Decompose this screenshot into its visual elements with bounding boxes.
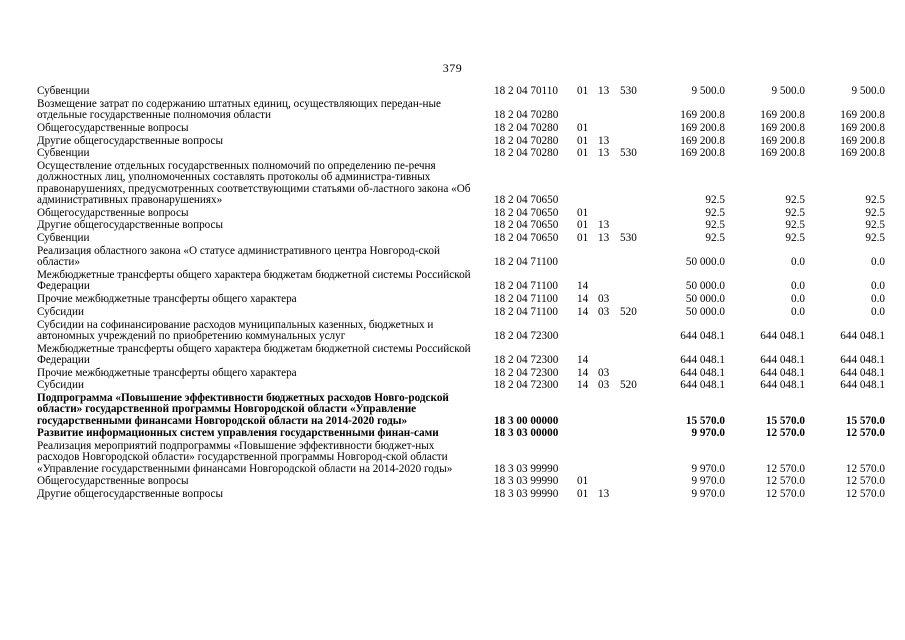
amount-year-1: 644 048.1 bbox=[680, 366, 725, 379]
expense-type-code bbox=[620, 123, 648, 136]
amount-year-3: 169 200.8 bbox=[840, 134, 885, 147]
amount-year-1: 644 048.1 bbox=[680, 353, 725, 366]
section-code: 01 bbox=[577, 206, 589, 219]
amount-year-2: 0.0 bbox=[791, 280, 805, 293]
subsection-code bbox=[598, 393, 620, 428]
amount-year-2: 12 570.0 bbox=[765, 475, 805, 488]
amount-year-2: 0.0 bbox=[791, 256, 805, 269]
subsection-code: 03 bbox=[598, 305, 610, 318]
amount-year-3: 0.0 bbox=[871, 256, 885, 269]
table-row bbox=[37, 246, 885, 270]
target-article-code: 18 2 04 71100 bbox=[494, 305, 558, 318]
amount-year-3: 9 500.0 bbox=[851, 85, 885, 97]
expense-type-code bbox=[620, 99, 648, 123]
subsection-code bbox=[598, 344, 620, 368]
amount-year-2: 12 570.0 bbox=[765, 462, 805, 475]
row-name: Прочие межбюджетные трансферты общего характера bbox=[37, 366, 297, 379]
table-row bbox=[37, 161, 885, 207]
subsection-code bbox=[598, 246, 620, 270]
row-name: Подпрограмма «Повышение эффективности бюджетных расходов Новго-родской области» государственной программы Новгородской области «Управление государственными финансами Новгородской области на 2014-2020 годы» bbox=[37, 392, 449, 427]
subsection-code: 13 bbox=[598, 232, 610, 245]
section-code: 01 bbox=[577, 147, 589, 160]
row-name: Общегосударственные вопросы bbox=[37, 475, 189, 488]
target-article-code: 18 2 04 70110 bbox=[494, 85, 558, 97]
amount-year-1: 50 000.0 bbox=[685, 292, 725, 305]
amount-year-1: 92.5 bbox=[705, 206, 725, 219]
table-row bbox=[37, 86, 885, 99]
amount-year-1: 644 048.1 bbox=[680, 329, 725, 342]
section-code: 01 bbox=[577, 134, 589, 147]
target-article-code: 18 3 03 99990 bbox=[494, 488, 559, 501]
row-name: Субсидии bbox=[37, 305, 84, 318]
amount-year-3: 644 048.1 bbox=[840, 366, 885, 379]
target-article-code: 18 2 04 70650 bbox=[494, 232, 559, 245]
expense-type-code bbox=[620, 270, 648, 294]
amount-year-2: 644 048.1 bbox=[760, 366, 805, 379]
budget-table bbox=[37, 86, 885, 502]
section-code: 14 bbox=[577, 379, 589, 392]
amount-year-3: 92.5 bbox=[865, 232, 885, 245]
amount-year-3: 92.5 bbox=[865, 219, 885, 232]
target-article-code: 18 2 04 70280 bbox=[494, 121, 559, 134]
subsection-code: 03 bbox=[598, 379, 610, 392]
amount-year-1: 9 970.0 bbox=[691, 462, 725, 475]
target-article-code: 18 3 03 00000 bbox=[494, 427, 559, 440]
row-name: Субсидии bbox=[37, 379, 84, 392]
expense-type-code bbox=[620, 161, 648, 207]
amount-year-2: 644 048.1 bbox=[760, 329, 805, 342]
subsection-code: 13 bbox=[598, 85, 610, 97]
amount-year-1: 9 500.0 bbox=[691, 85, 725, 97]
target-article-code: 18 2 04 71100 bbox=[494, 256, 558, 269]
expense-type-code bbox=[620, 246, 648, 270]
row-name: Осуществление отдельных государственных полномочий по определению пе-речня должностных лиц, уполномоченных составлять протоколы об администра-тивных правонарушениях, предусмотренных соответствующими статьями об-ластного закона «Об административных правонарушениях» bbox=[37, 160, 471, 206]
amount-year-1: 50 000.0 bbox=[685, 280, 725, 293]
expense-type-code bbox=[620, 320, 648, 344]
row-name: Реализация мероприятий подпрограммы «Повышение эффективности бюджет-ных расходов Новгородской области» государственной программы Новгород-ской области «Управление государственными финансами Новгородской области на 2014-2020 годы» bbox=[37, 440, 453, 475]
table-row bbox=[37, 270, 885, 294]
table-row bbox=[37, 320, 885, 344]
table-row bbox=[37, 393, 885, 428]
amount-year-1: 169 200.8 bbox=[680, 147, 725, 160]
section-code bbox=[577, 320, 598, 344]
amount-year-1: 50 000.0 bbox=[685, 256, 725, 269]
subsection-code bbox=[598, 428, 620, 441]
amount-year-3: 169 200.8 bbox=[840, 109, 885, 121]
target-article-code: 18 2 04 70280 bbox=[494, 134, 559, 147]
subsection-code: 13 bbox=[598, 219, 610, 232]
section-code bbox=[577, 246, 598, 270]
amount-year-3: 15 570.0 bbox=[845, 414, 885, 427]
row-name: Субвенции bbox=[37, 232, 90, 245]
expense-type-code bbox=[620, 489, 648, 502]
row-name: Субвенции bbox=[37, 147, 90, 160]
amount-year-1: 92.5 bbox=[705, 193, 725, 206]
subsection-code: 03 bbox=[598, 366, 610, 379]
section-code: 01 bbox=[577, 488, 589, 501]
expense-type-code bbox=[620, 344, 648, 368]
row-name: Прочие межбюджетные трансферты общего характера bbox=[37, 292, 297, 305]
subsection-code bbox=[598, 270, 620, 294]
subsection-code bbox=[598, 161, 620, 207]
section-code: 01 bbox=[577, 219, 589, 232]
table-row bbox=[37, 99, 885, 123]
section-code: 14 bbox=[577, 366, 589, 379]
amount-year-3: 0.0 bbox=[871, 292, 885, 305]
table-row bbox=[37, 489, 885, 502]
amount-year-2: 0.0 bbox=[791, 305, 805, 318]
target-article-code: 18 2 04 71100 bbox=[494, 280, 558, 293]
target-article-code: 18 2 04 72300 bbox=[494, 353, 559, 366]
section-code bbox=[577, 393, 598, 428]
section-code bbox=[577, 99, 598, 123]
row-name: Межбюджетные трансферты общего характера бюджетам бюджетной системы Российской Федерации bbox=[37, 342, 471, 366]
target-article-code: 18 2 04 70280 bbox=[494, 147, 559, 160]
amount-year-3: 169 200.8 bbox=[840, 121, 885, 134]
amount-year-2: 169 200.8 bbox=[760, 121, 805, 134]
row-name: Субвенции bbox=[37, 85, 90, 97]
expense-type-code bbox=[620, 476, 648, 489]
amount-year-1: 9 970.0 bbox=[691, 475, 725, 488]
table-row bbox=[37, 136, 885, 149]
expense-type-code bbox=[620, 428, 648, 441]
section-code: 01 bbox=[577, 232, 589, 245]
amount-year-3: 12 570.0 bbox=[845, 475, 885, 488]
target-article-code: 18 2 04 72300 bbox=[494, 379, 559, 392]
amount-year-1: 92.5 bbox=[705, 232, 725, 245]
amount-year-3: 12 570.0 bbox=[845, 488, 885, 501]
subsection-code bbox=[598, 99, 620, 123]
table-row bbox=[37, 307, 885, 320]
target-article-code: 18 2 04 72300 bbox=[494, 329, 559, 342]
table-row bbox=[37, 294, 885, 307]
target-article-code: 18 2 04 70650 bbox=[494, 206, 559, 219]
row-name: Другие общегосударственные вопросы bbox=[37, 134, 224, 147]
expense-type-code: 530 bbox=[620, 147, 637, 160]
expense-type-code: 530 bbox=[620, 232, 637, 245]
table-body bbox=[37, 86, 885, 502]
row-name: Субсидии на софинансирование расходов муниципальных казенных, бюджетных и автономных учреждений по приобретению коммунальных услуг bbox=[37, 318, 434, 342]
amount-year-2: 644 048.1 bbox=[760, 379, 805, 392]
subsection-code: 13 bbox=[598, 488, 610, 501]
amount-year-3: 0.0 bbox=[871, 280, 885, 293]
amount-year-3: 0.0 bbox=[871, 305, 885, 318]
target-article-code: 18 3 03 99990 bbox=[494, 475, 559, 488]
table-row bbox=[37, 368, 885, 381]
amount-year-2: 169 200.8 bbox=[760, 109, 805, 121]
subsection-code bbox=[598, 123, 620, 136]
target-article-code: 18 2 04 70650 bbox=[494, 219, 559, 232]
amount-year-2: 644 048.1 bbox=[760, 353, 805, 366]
expense-type-code: 520 bbox=[620, 379, 637, 392]
amount-year-2: 92.5 bbox=[785, 206, 805, 219]
section-code: 14 bbox=[577, 305, 589, 318]
row-name: Межбюджетные трансферты общего характера бюджетам бюджетной системы Российской Федерации bbox=[37, 268, 471, 293]
subsection-code: 03 bbox=[598, 292, 610, 305]
target-article-code: 18 2 04 70280 bbox=[494, 109, 559, 121]
expense-type-code bbox=[620, 441, 648, 476]
section-code: 01 bbox=[577, 121, 589, 134]
amount-year-2: 0.0 bbox=[791, 292, 805, 305]
amount-year-1: 169 200.8 bbox=[680, 109, 725, 121]
amount-year-3: 644 048.1 bbox=[840, 329, 885, 342]
amount-year-1: 92.5 bbox=[705, 219, 725, 232]
amount-year-1: 644 048.1 bbox=[680, 379, 725, 392]
target-article-code: 18 3 03 99990 bbox=[494, 462, 559, 475]
amount-year-2: 169 200.8 bbox=[760, 147, 805, 160]
amount-year-3: 644 048.1 bbox=[840, 353, 885, 366]
amount-year-3: 12 570.0 bbox=[845, 462, 885, 475]
table-row bbox=[37, 123, 885, 136]
expense-type-code bbox=[620, 294, 648, 307]
amount-year-1: 9 970.0 bbox=[691, 488, 725, 501]
target-article-code: 18 2 04 72300 bbox=[494, 366, 559, 379]
section-code: 14 bbox=[577, 280, 589, 293]
amount-year-2: 92.5 bbox=[785, 219, 805, 232]
amount-year-3: 644 048.1 bbox=[840, 379, 885, 392]
row-name: Общегосударственные вопросы bbox=[37, 121, 189, 134]
amount-year-1: 169 200.8 bbox=[680, 134, 725, 147]
amount-year-2: 15 570.0 bbox=[765, 414, 805, 427]
section-code bbox=[577, 428, 598, 441]
section-code: 14 bbox=[577, 292, 589, 305]
amount-year-2: 9 500.0 bbox=[771, 85, 805, 97]
target-article-code: 18 2 04 70650 bbox=[494, 193, 559, 206]
row-name: Реализация областного закона «О статусе административного центра Новгород-ской области» bbox=[37, 244, 441, 269]
table-row bbox=[37, 344, 885, 368]
amount-year-1: 169 200.8 bbox=[680, 121, 725, 134]
subsection-code bbox=[598, 441, 620, 476]
amount-year-2: 92.5 bbox=[785, 232, 805, 245]
subsection-code: 13 bbox=[598, 134, 610, 147]
amount-year-3: 12 570.0 bbox=[845, 427, 885, 440]
section-code: 01 bbox=[577, 85, 589, 97]
table-row bbox=[37, 220, 885, 233]
expense-type-code: 530 bbox=[620, 85, 637, 97]
row-name: Возмещение затрат по содержанию штатных единиц, осуществляющих передан-ные отдельные государственные полномочия области bbox=[37, 97, 442, 121]
section-code: 01 bbox=[577, 475, 589, 488]
amount-year-2: 12 570.0 bbox=[765, 488, 805, 501]
expense-type-code bbox=[620, 393, 648, 428]
page-number: 379 bbox=[442, 61, 463, 75]
subsection-code bbox=[598, 320, 620, 344]
amount-year-3: 169 200.8 bbox=[840, 147, 885, 160]
amount-year-2: 12 570.0 bbox=[765, 427, 805, 440]
row-name: Развитие информационных систем управления государственными финан-сами bbox=[37, 427, 439, 440]
amount-year-3: 92.5 bbox=[865, 193, 885, 206]
expense-type-code bbox=[620, 208, 648, 221]
section-code bbox=[577, 441, 598, 476]
row-name: Общегосударственные вопросы bbox=[37, 206, 189, 219]
subsection-code: 13 bbox=[598, 147, 610, 160]
table-row bbox=[37, 441, 885, 476]
target-article-code: 18 3 00 00000 bbox=[494, 414, 559, 427]
amount-year-2: 92.5 bbox=[785, 193, 805, 206]
amount-year-1: 9 970.0 bbox=[691, 427, 725, 440]
amount-year-1: 15 570.0 bbox=[685, 414, 725, 427]
row-name: Другие общегосударственные вопросы bbox=[37, 488, 224, 501]
amount-year-3: 92.5 bbox=[865, 206, 885, 219]
amount-year-2: 169 200.8 bbox=[760, 134, 805, 147]
amount-year-1: 50 000.0 bbox=[685, 305, 725, 318]
target-article-code: 18 2 04 71100 bbox=[494, 292, 558, 305]
section-code: 14 bbox=[577, 353, 589, 366]
expense-type-code: 520 bbox=[620, 305, 637, 318]
row-name: Другие общегосударственные вопросы bbox=[37, 219, 224, 232]
section-code bbox=[577, 161, 598, 207]
